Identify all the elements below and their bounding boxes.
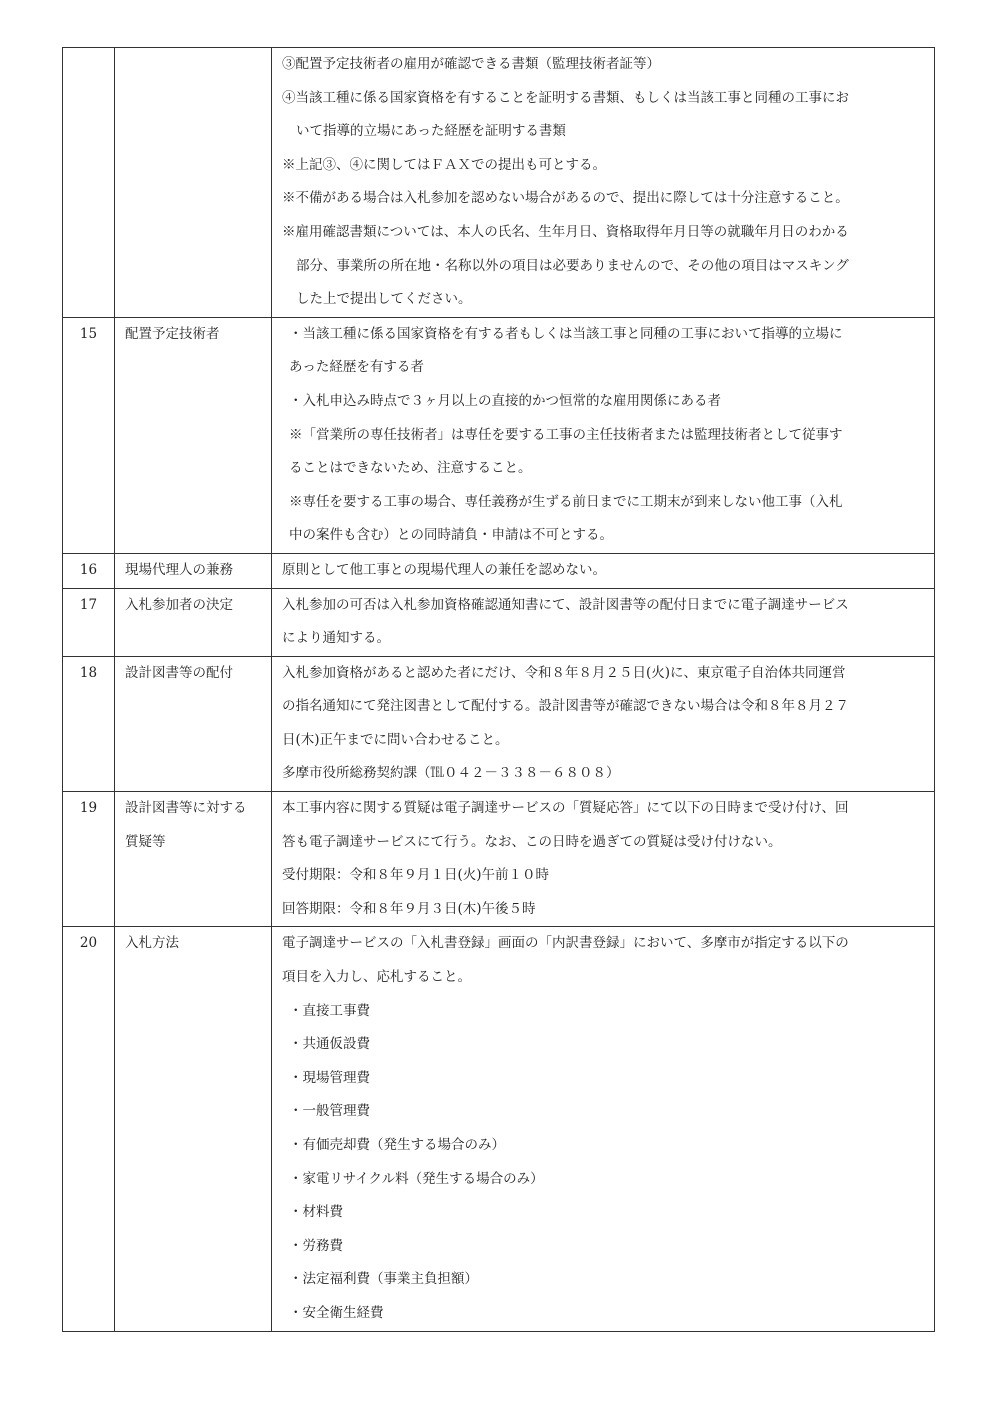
content-line: ※不備がある場合は入札参加を認めない場合があるので、提出に際しては十分注意すること。 bbox=[282, 190, 849, 207]
item-number: 15 bbox=[63, 317, 115, 553]
table-row bbox=[63, 588, 935, 656]
item-number: 20 bbox=[63, 927, 115, 1331]
requirements-table bbox=[62, 47, 935, 1332]
content-line: 電子調達サービスの「入札書登録」画面の「内訳書登録」において、多摩市が指定する以下の bbox=[282, 935, 849, 952]
item-number: 16 bbox=[63, 553, 115, 588]
content-line: 原則として他工事との現場代理人の兼任を認めない。 bbox=[282, 561, 606, 578]
content-line: 答も電子調達サービスにて行う。なお、この日時を過ぎての質疑は受け付けない。 bbox=[282, 833, 782, 850]
content-line: ・現場管理費 bbox=[289, 1069, 370, 1086]
item-title bbox=[115, 927, 272, 1331]
content-line: 入札参加資格があると認めた者にだけ、令和８年８月２５日(火)に、東京電子自治体共同運営 bbox=[282, 664, 846, 681]
content-line: ・材料費 bbox=[289, 1204, 343, 1221]
content-line: の指名通知にて発注図書として配付する。設計図書等が確認できない場合は令和８年８月２７ bbox=[282, 698, 849, 715]
content-line: ※上記③、④に関してはＦＡＸでの提出も可とする。 bbox=[282, 156, 606, 173]
item-title bbox=[115, 792, 272, 927]
item-title bbox=[115, 588, 272, 656]
content-line: ※専任を要する工事の場合、専任義務が生ずる前日までに工期末が到来しない他工事（入札 bbox=[289, 493, 843, 510]
content-line: 多摩市役所総務契約課（℡０４２－３３８－６８０８） bbox=[282, 765, 620, 782]
item-number: 18 bbox=[63, 656, 115, 791]
item-title-line: 設計図書等に対する bbox=[125, 800, 247, 817]
item-title-line: 現場代理人の兼務 bbox=[125, 561, 233, 578]
item-title-line: 入札参加者の決定 bbox=[125, 596, 233, 613]
item-number: 17 bbox=[63, 588, 115, 656]
requirements-table-body bbox=[63, 48, 935, 1332]
item-content bbox=[272, 656, 935, 791]
table-row bbox=[63, 927, 935, 1331]
item-content bbox=[272, 927, 935, 1331]
item-content bbox=[272, 553, 935, 588]
content-line: 本工事内容に関する質疑は電子調達サービスの「質疑応答」にて以下の日時まで受け付け、回 bbox=[282, 800, 849, 817]
item-title bbox=[115, 553, 272, 588]
item-content bbox=[272, 792, 935, 927]
item-title-line: 配置予定技術者 bbox=[125, 325, 220, 342]
content-line: 回答期限：令和８年９月３日(木)午後５時 bbox=[282, 900, 536, 917]
table-row bbox=[63, 792, 935, 927]
item-content bbox=[272, 48, 935, 318]
content-line: あった経歴を有する者 bbox=[289, 359, 424, 376]
item-title bbox=[115, 48, 272, 318]
item-title bbox=[115, 317, 272, 553]
content-line: 受付期限：令和８年９月１日(火)午前１０時 bbox=[282, 867, 550, 884]
table-row bbox=[63, 48, 935, 318]
item-number bbox=[63, 48, 115, 318]
content-line: ・安全衛生経費 bbox=[289, 1304, 384, 1321]
item-content bbox=[272, 588, 935, 656]
item-title-line: 設計図書等の配付 bbox=[125, 664, 233, 681]
content-line: 部分、事業所の所在地・名称以外の項目は必要ありませんので、その他の項目はマスキング bbox=[296, 257, 849, 274]
table-row bbox=[63, 553, 935, 588]
table-row bbox=[63, 317, 935, 553]
content-line: ※「営業所の専任技術者」は専任を要する工事の主任技術者または監理技術者として従事す bbox=[289, 426, 843, 443]
content-line: ることはできないため、注意すること。 bbox=[289, 460, 532, 477]
content-line: いて指導的立場にあった経歴を証明する書類 bbox=[296, 123, 566, 140]
content-line: により通知する。 bbox=[282, 630, 390, 647]
item-title bbox=[115, 656, 272, 791]
item-title-line: 質疑等 bbox=[125, 833, 166, 850]
content-line: ・有価売却費（発生する場合のみ） bbox=[289, 1137, 505, 1153]
content-line: ・一般管理費 bbox=[289, 1103, 370, 1120]
content-line: ・法定福利費（事業主負担額） bbox=[289, 1271, 478, 1288]
item-title-line: 入札方法 bbox=[125, 935, 179, 952]
item-number: 19 bbox=[63, 792, 115, 927]
content-line: 日(木)正午までに問い合わせること。 bbox=[282, 731, 509, 748]
content-line: 入札参加の可否は入札参加資格確認通知書にて、設計図書等の配付日までに電子調達サービス bbox=[282, 596, 849, 613]
content-line: ※雇用確認書類については、本人の氏名、生年月日、資格取得年月日等の就職年月日のわかる bbox=[282, 223, 849, 240]
content-line: 中の案件も含む）との同時請負・申請は不可とする。 bbox=[289, 527, 613, 544]
content-line: ・入札申込み時点で３ヶ月以上の直接的かつ恒常的な雇用関係にある者 bbox=[289, 392, 721, 409]
table-row bbox=[63, 656, 935, 791]
content-line: ・当該工種に係る国家資格を有する者もしくは当該工事と同種の工事において指導的立場に bbox=[289, 325, 843, 342]
content-line: ・直接工事費 bbox=[289, 1002, 370, 1019]
item-content bbox=[272, 317, 935, 553]
content-line: した上で提出してください。 bbox=[296, 291, 472, 308]
content-line: ・労務費 bbox=[289, 1237, 343, 1254]
content-line: ③配置予定技術者の雇用が確認できる書類（監理技術者証等） bbox=[282, 56, 660, 72]
content-line: ・共通仮設費 bbox=[289, 1036, 370, 1053]
content-line: ・家電リサイクル料（発生する場合のみ） bbox=[289, 1170, 544, 1187]
content-line: ④当該工種に係る国家資格を有することを証明する書類、もしくは当該工事と同種の工事にお bbox=[282, 89, 849, 106]
content-line: 項目を入力し、応札すること。 bbox=[282, 969, 471, 986]
